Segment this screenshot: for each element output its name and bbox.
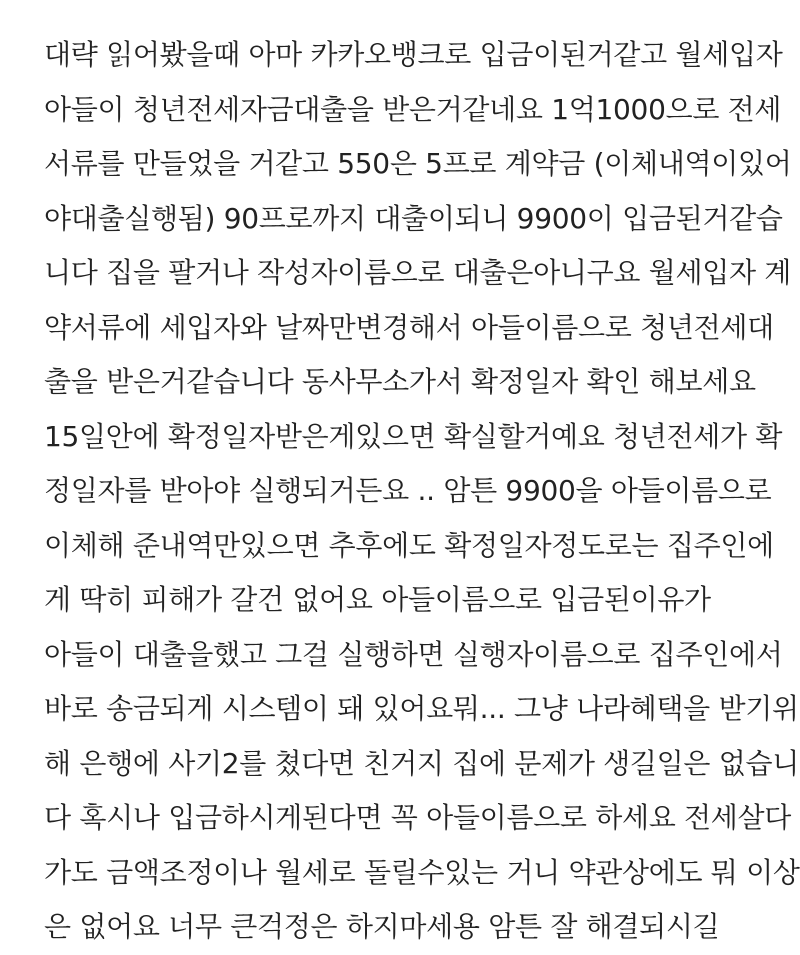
text-line: 출을 받은거같습니다 동사무소가서 확정일자 확인 해보세요 [44, 365, 756, 398]
text-line: 아들이 대출을했고 그걸 실행하면 실행자이름으로 집주인에서 [44, 637, 783, 671]
text-line: 니다 집을 팔거나 작성자이름으로 대출은아니구요 월세입자 계 [44, 256, 792, 289]
text-line: 야대출실행됨) 90프로까지 대출이되니 9900이 입금된거같습 [44, 201, 783, 235]
text-line: 해 은행에 사기2를 쳤다면 친거지 집에 문제가 생길일은 없습니 [44, 746, 800, 780]
text-line: 이체해 준내역만있으면 추후에도 확정일자정도로는 집주인에 [44, 528, 774, 562]
text-line: 서류를 만들었을 거같고 550은 5프로 계약금 (이체내역이있어 [44, 147, 792, 180]
text-line: 게 딱히 피해가 갈건 없어요 아들이름으로 입금된이유가 [44, 583, 711, 616]
text-line: 정일자를 받아야 실행되거든요 .. 암튼 9900을 아들이름으로 [44, 474, 772, 507]
text-line: 가도 금액조정이나 월세로 돌릴수있는 거니 약관상에도 뭐 이상 [44, 855, 800, 889]
post-body [44, 28, 800, 955]
text-line: 은 없어요 너무 큰걱정은 하지마세용 암튼 잘 해결되시길 [44, 910, 720, 943]
text-line: 아들이 청년전세자금대출을 받은거같네요 1억1000으로 전세 [44, 92, 782, 126]
text-line: 다 혹시나 입금하시게된다면 꼭 아들이름으로 하세요 전세살다 [44, 801, 792, 834]
text-line: 약서류에 세입자와 날짜만변경해서 아들이름으로 청년전세대 [44, 310, 774, 344]
text-line: 바로 송금되게 시스템이 돼 있어요뭐... 그냥 나라혜택을 받기위 [44, 692, 799, 725]
text-line: 대략 읽어봤을때 아마 카카오뱅크로 입금이된거같고 월세입자 [44, 38, 783, 71]
text-line: 15일안에 확정일자받은게있으면 확실할거예요 청년전세가 확 [44, 419, 783, 453]
